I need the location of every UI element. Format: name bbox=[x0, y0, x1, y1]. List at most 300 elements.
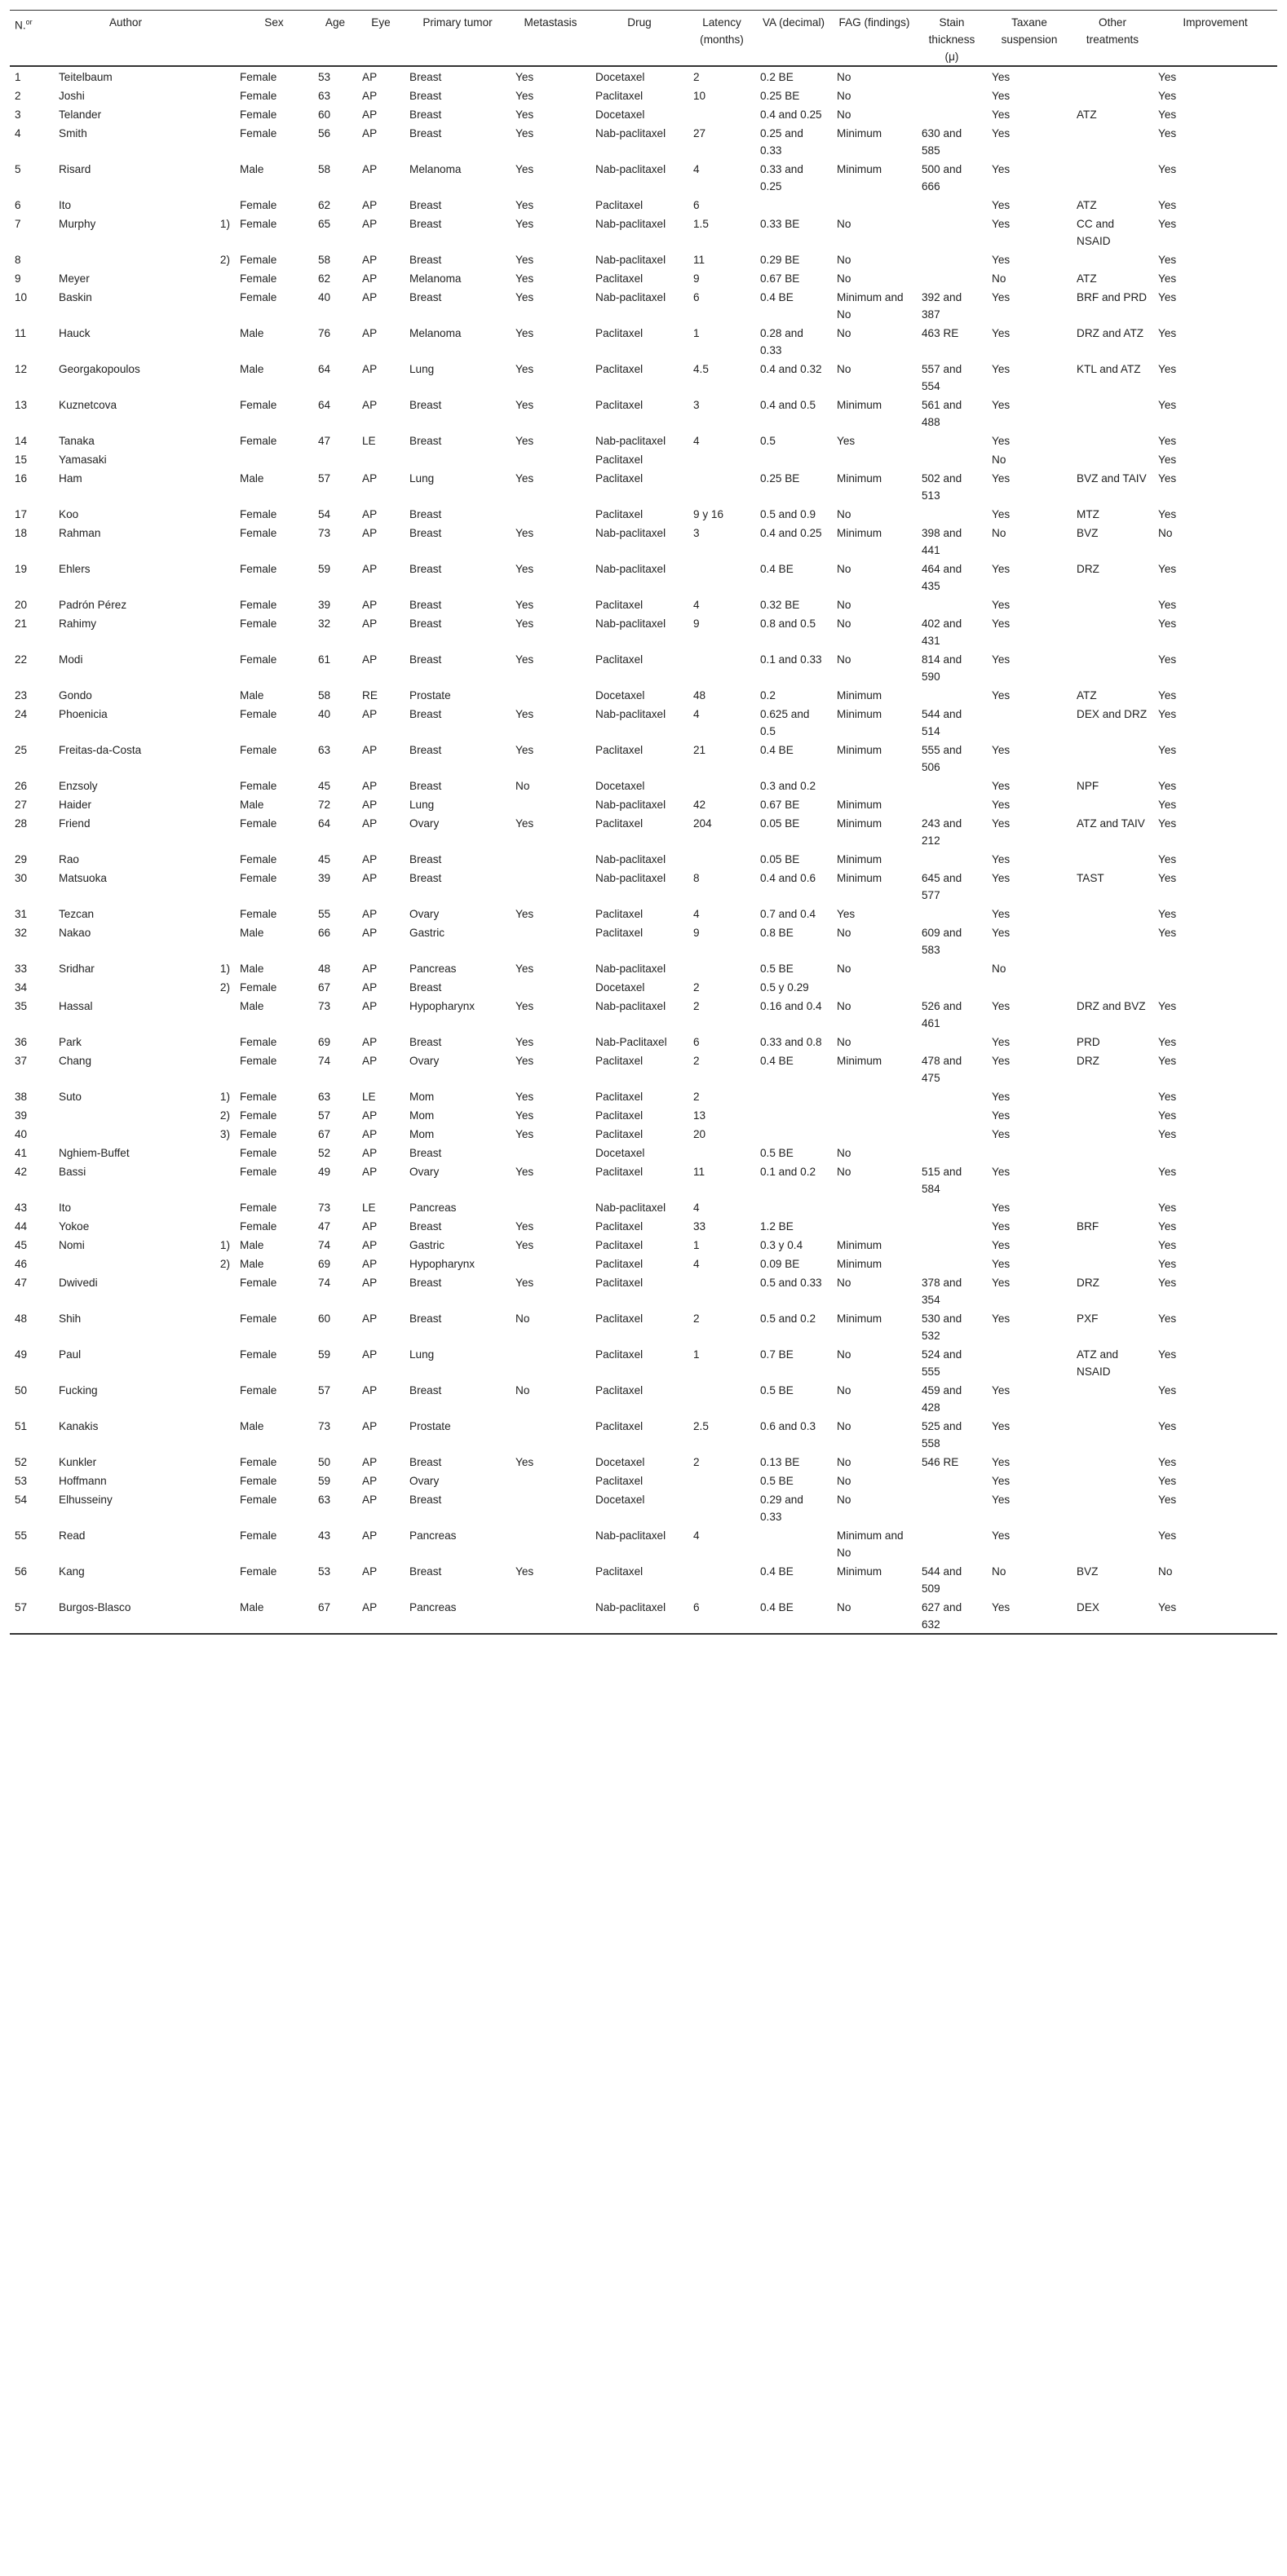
cell-number: 57 bbox=[15, 1601, 28, 1613]
cell-improvement: Yes bbox=[1158, 1202, 1177, 1214]
cell-stain-thickness: 544 and 509 bbox=[922, 1565, 962, 1595]
header-improvement: Improvement bbox=[1183, 16, 1248, 29]
cell-drug: Docetaxel bbox=[595, 780, 645, 792]
cell-improvement: Yes bbox=[1158, 254, 1177, 266]
table-row bbox=[10, 1032, 1277, 1051]
cell-taxane-suspension: Yes bbox=[992, 508, 1011, 520]
cell-metastasis bbox=[511, 977, 590, 996]
header-other-treatments: Other treatments bbox=[1086, 16, 1139, 46]
cell-latency: 11 bbox=[693, 254, 705, 266]
cell-other-treatments bbox=[1072, 1380, 1153, 1416]
cell-stain-thickness bbox=[917, 849, 987, 868]
cell-eye: AP bbox=[362, 853, 378, 865]
cell-sex: Female bbox=[240, 653, 277, 666]
cell-improvement: Yes bbox=[1158, 454, 1177, 466]
cell-drug: Nab-paclitaxel bbox=[595, 163, 666, 175]
cell-improvement: Yes bbox=[1158, 908, 1177, 920]
cell-latency: 48 bbox=[693, 689, 706, 702]
cell-metastasis bbox=[511, 1344, 590, 1380]
cell-fag: No bbox=[837, 563, 851, 575]
cell-fag: No bbox=[837, 1420, 851, 1432]
cell-eye: AP bbox=[362, 1456, 378, 1468]
cell-number: 22 bbox=[15, 653, 28, 666]
cell-other-treatments bbox=[1072, 449, 1153, 468]
cell-age: 56 bbox=[318, 127, 331, 139]
header-primary-tumor: Primary tumor bbox=[422, 16, 493, 29]
cell-primary-tumor: Breast bbox=[409, 1312, 442, 1325]
cell-stain-thickness bbox=[917, 86, 987, 104]
cell-case bbox=[197, 323, 235, 359]
cell-metastasis: Yes bbox=[515, 199, 534, 211]
cell-fag bbox=[832, 977, 917, 996]
cell-age: 53 bbox=[318, 71, 331, 83]
table-row bbox=[10, 395, 1277, 431]
cell-sex: Male bbox=[240, 363, 264, 375]
table-row bbox=[10, 214, 1277, 250]
cell-primary-tumor: Breast bbox=[409, 1456, 442, 1468]
cell-eye: AP bbox=[362, 653, 378, 666]
cell-va bbox=[755, 1087, 832, 1105]
cell-improvement: Yes bbox=[1158, 435, 1177, 447]
cell-primary-tumor: Breast bbox=[409, 90, 442, 102]
cell-improvement: Yes bbox=[1158, 817, 1177, 830]
cell-number: 10 bbox=[15, 291, 28, 303]
table-row bbox=[10, 813, 1277, 849]
cell-improvement: Yes bbox=[1158, 1312, 1177, 1325]
cell-improvement: Yes bbox=[1158, 1128, 1177, 1140]
table-body bbox=[10, 66, 1277, 1634]
cell-stain-thickness: 627 and 632 bbox=[922, 1601, 962, 1631]
cell-author: Kanakis bbox=[59, 1420, 99, 1432]
cell-other-treatments bbox=[1072, 613, 1153, 649]
cell-improvement: Yes bbox=[1158, 1529, 1177, 1542]
cell-sex: Female bbox=[240, 1529, 277, 1542]
cell-sex: Female bbox=[240, 108, 277, 121]
cell-sex: Female bbox=[240, 1312, 277, 1325]
cell-latency: 4 bbox=[693, 1202, 700, 1214]
cell-eye: AP bbox=[362, 981, 378, 994]
cell-fag: No bbox=[837, 363, 851, 375]
cell-author bbox=[54, 1105, 197, 1124]
cell-other-treatments: ATZ and TAIV bbox=[1077, 817, 1145, 830]
cell-va: 0.32 BE bbox=[760, 599, 800, 611]
cell-other-treatments: CC and NSAID bbox=[1077, 218, 1115, 247]
cell-fag: Minimum bbox=[837, 1258, 882, 1270]
cell-stain-thickness bbox=[917, 195, 987, 214]
cell-latency: 4 bbox=[693, 163, 700, 175]
cell-drug: Paclitaxel bbox=[595, 472, 644, 485]
cell-number: 5 bbox=[15, 163, 21, 175]
cell-latency: 3 bbox=[693, 399, 700, 411]
cell-eye: AP bbox=[362, 1239, 378, 1251]
cell-author: Smith bbox=[59, 127, 87, 139]
header-sex: Sex bbox=[264, 16, 284, 29]
cell-va: 0.25 BE bbox=[760, 472, 800, 485]
cell-age: 64 bbox=[318, 363, 331, 375]
cell-eye: AP bbox=[362, 1384, 378, 1396]
cell-stain-thickness bbox=[917, 685, 987, 704]
cell-improvement: Yes bbox=[1158, 744, 1177, 756]
cell-number: 55 bbox=[15, 1529, 28, 1542]
cell-drug: Nab-paclitaxel bbox=[595, 563, 666, 575]
cell-metastasis bbox=[511, 1525, 590, 1561]
cell-taxane-suspension: No bbox=[992, 963, 1006, 975]
cell-drug: Paclitaxel bbox=[595, 1220, 644, 1233]
cell-metastasis bbox=[511, 504, 590, 523]
cell-primary-tumor: Ovary bbox=[409, 1055, 440, 1067]
cell-sex: Female bbox=[240, 527, 277, 539]
header-latency: Latency (months) bbox=[700, 16, 744, 46]
cell-metastasis: Yes bbox=[515, 1239, 534, 1251]
cell-case: 1) bbox=[219, 218, 230, 230]
cell-taxane-suspension: Yes bbox=[992, 780, 1011, 792]
cell-va: 0.67 BE bbox=[760, 799, 800, 811]
cell-va: 0.5 BE bbox=[760, 1147, 794, 1159]
cell-other-treatments bbox=[1072, 250, 1153, 268]
cell-metastasis bbox=[511, 794, 590, 813]
cell-latency: 2 bbox=[693, 1055, 700, 1067]
cell-fag: No bbox=[837, 1277, 851, 1289]
cell-author: Yokoe bbox=[59, 1220, 90, 1233]
cell-stain-thickness bbox=[917, 904, 987, 923]
cell-stain-thickness bbox=[917, 1124, 987, 1143]
cell-fag bbox=[832, 776, 917, 794]
cell-stain-thickness bbox=[917, 1489, 987, 1525]
cell-number: 38 bbox=[15, 1091, 28, 1103]
cell-fag: Minimum and No bbox=[837, 1529, 904, 1559]
cell-eye: AP bbox=[362, 872, 378, 884]
cell-case: 2) bbox=[219, 1258, 230, 1270]
cell-sex: Female bbox=[240, 71, 277, 83]
header-metastasis: Metastasis bbox=[524, 16, 577, 29]
cell-eye: AP bbox=[362, 1529, 378, 1542]
header-n: N.$^{or}$ bbox=[15, 18, 33, 32]
cell-drug: Paclitaxel bbox=[595, 1109, 644, 1122]
cell-sex: Male bbox=[240, 1239, 264, 1251]
cell-taxane-suspension: Yes bbox=[992, 853, 1011, 865]
cell-taxane-suspension: Yes bbox=[992, 1091, 1011, 1103]
cell-primary-tumor: Lung bbox=[409, 1348, 435, 1361]
cell-stain-thickness bbox=[917, 104, 987, 123]
cell-stain-thickness bbox=[917, 1254, 987, 1273]
cell-drug: Paclitaxel bbox=[595, 653, 644, 666]
cell-va: 0.4 and 0.32 bbox=[760, 363, 822, 375]
cell-metastasis bbox=[511, 1597, 590, 1634]
cell-primary-tumor: Breast bbox=[409, 780, 442, 792]
cell-fag: No bbox=[837, 1166, 851, 1178]
cell-number: 45 bbox=[15, 1239, 28, 1251]
cell-improvement: Yes bbox=[1158, 780, 1177, 792]
table-row bbox=[10, 904, 1277, 923]
cell-number: 16 bbox=[15, 472, 28, 485]
cell-drug: Paclitaxel bbox=[595, 1475, 644, 1487]
cell-age: 59 bbox=[318, 1475, 331, 1487]
cell-improvement: Yes bbox=[1158, 708, 1177, 720]
cell-sex: Male bbox=[240, 689, 264, 702]
cell-taxane-suspension: Yes bbox=[992, 1036, 1011, 1048]
cell-primary-tumor: Gastric bbox=[409, 927, 445, 939]
cell-drug: Nab-paclitaxel bbox=[595, 853, 666, 865]
cell-author: Kang bbox=[59, 1565, 85, 1578]
table-row bbox=[10, 1452, 1277, 1471]
cell-drug: Paclitaxel bbox=[595, 599, 644, 611]
cell-improvement: Yes bbox=[1158, 872, 1177, 884]
cell-number: 51 bbox=[15, 1420, 28, 1432]
cell-case bbox=[197, 904, 235, 923]
cell-primary-tumor: Ovary bbox=[409, 908, 440, 920]
cell-va: 0.4 BE bbox=[760, 1565, 794, 1578]
table-row bbox=[10, 1416, 1277, 1452]
cell-improvement: Yes bbox=[1158, 1601, 1177, 1613]
header-eye: Eye bbox=[371, 16, 391, 29]
cell-drug: Nab-paclitaxel bbox=[595, 1202, 666, 1214]
table-row bbox=[10, 268, 1277, 287]
cell-stain-thickness: 463 RE bbox=[922, 327, 959, 339]
cell-primary-tumor: Breast bbox=[409, 435, 442, 447]
cell-number: 28 bbox=[15, 817, 28, 830]
cell-fag: No bbox=[837, 1601, 851, 1613]
cell-case: 1) bbox=[219, 1091, 230, 1103]
cell-latency bbox=[688, 1489, 755, 1525]
cell-improvement: Yes bbox=[1158, 1277, 1177, 1289]
cell-latency bbox=[688, 449, 755, 468]
cell-taxane-suspension: Yes bbox=[992, 472, 1011, 485]
cell-metastasis: Yes bbox=[515, 1055, 534, 1067]
cell-sex: Female bbox=[240, 563, 277, 575]
cell-number: 26 bbox=[15, 780, 28, 792]
cell-metastasis: Yes bbox=[515, 1036, 534, 1048]
cell-author: Enzsoly bbox=[59, 780, 98, 792]
cell-primary-tumor: Hypopharynx bbox=[409, 1258, 475, 1270]
cell-improvement: Yes bbox=[1158, 291, 1177, 303]
cell-drug: Docetaxel bbox=[595, 108, 645, 121]
cell-improvement: Yes bbox=[1158, 163, 1177, 175]
cell-improvement: Yes bbox=[1158, 653, 1177, 666]
cell-taxane-suspension: Yes bbox=[992, 1109, 1011, 1122]
cell-drug: Paclitaxel bbox=[595, 908, 644, 920]
cell-sex: Female bbox=[240, 1277, 277, 1289]
cell-improvement: Yes bbox=[1158, 799, 1177, 811]
cell-eye: AP bbox=[362, 1036, 378, 1048]
cell-improvement: Yes bbox=[1158, 1109, 1177, 1122]
cell-case: 3) bbox=[219, 1128, 230, 1140]
cell-other-treatments: MTZ bbox=[1077, 508, 1099, 520]
cell-sex: Female bbox=[240, 1475, 277, 1487]
cell-latency: 4 bbox=[693, 435, 700, 447]
cell-number: 42 bbox=[15, 1166, 28, 1178]
cell-latency: 9 bbox=[693, 927, 700, 939]
cell-latency: 1 bbox=[693, 1239, 700, 1251]
cell-metastasis: Yes bbox=[515, 1565, 534, 1578]
cell-primary-tumor: Breast bbox=[409, 1494, 442, 1506]
cell-latency: 33 bbox=[693, 1220, 706, 1233]
cell-va: 0.2 BE bbox=[760, 71, 794, 83]
cell-other-treatments bbox=[1072, 86, 1153, 104]
cell-va: 0.13 BE bbox=[760, 1456, 800, 1468]
cell-drug: Nab-paclitaxel bbox=[595, 1529, 666, 1542]
cell-drug: Nab-paclitaxel bbox=[595, 1601, 666, 1613]
cell-case bbox=[197, 66, 235, 86]
cell-drug: Nab-paclitaxel bbox=[595, 527, 666, 539]
cell-other-treatments: NPF bbox=[1077, 780, 1099, 792]
cell-va: 0.7 and 0.4 bbox=[760, 908, 816, 920]
cell-taxane-suspension: Yes bbox=[992, 1000, 1011, 1012]
cell-metastasis: Yes bbox=[515, 435, 534, 447]
cell-improvement: Yes bbox=[1158, 127, 1177, 139]
cell-fag: No bbox=[837, 90, 851, 102]
cell-age: 62 bbox=[318, 272, 331, 285]
cell-primary-tumor: Melanoma bbox=[409, 272, 462, 285]
cell-metastasis: Yes bbox=[515, 1109, 534, 1122]
cell-metastasis: Yes bbox=[515, 817, 534, 830]
cell-improvement: Yes bbox=[1158, 1420, 1177, 1432]
cell-eye: AP bbox=[362, 563, 378, 575]
cell-va bbox=[755, 1124, 832, 1143]
cell-case: 2) bbox=[219, 981, 230, 994]
cell-latency: 4 bbox=[693, 908, 700, 920]
cell-latency bbox=[688, 1471, 755, 1489]
cell-taxane-suspension: Yes bbox=[992, 1312, 1011, 1325]
cell-taxane-suspension: Yes bbox=[992, 327, 1011, 339]
cell-number: 19 bbox=[15, 563, 28, 575]
cell-improvement: Yes bbox=[1158, 90, 1177, 102]
cell-other-treatments: TAST bbox=[1077, 872, 1104, 884]
cell-improvement bbox=[1153, 958, 1277, 977]
cell-metastasis: Yes bbox=[515, 399, 534, 411]
cell-author: Baskin bbox=[59, 291, 92, 303]
cell-stain-thickness bbox=[917, 794, 987, 813]
cell-eye: AP bbox=[362, 908, 378, 920]
header-case bbox=[197, 11, 235, 67]
cell-drug: Paclitaxel bbox=[595, 1128, 644, 1140]
cell-eye: AP bbox=[362, 472, 378, 485]
cell-number: 49 bbox=[15, 1348, 28, 1361]
cell-sex: Female bbox=[240, 1147, 277, 1159]
cell-latency: 6 bbox=[693, 291, 700, 303]
cell-metastasis: Yes bbox=[515, 708, 534, 720]
cell-taxane-suspension: Yes bbox=[992, 435, 1011, 447]
cell-metastasis: Yes bbox=[515, 71, 534, 83]
cell-primary-tumor: Breast bbox=[409, 291, 442, 303]
cell-sex: Female bbox=[240, 508, 277, 520]
cell-va: 0.33 and 0.8 bbox=[760, 1036, 822, 1048]
cell-other-treatments: BRF and PRD bbox=[1077, 291, 1148, 303]
cell-stain-thickness: 555 and 506 bbox=[922, 744, 962, 773]
table-row bbox=[10, 685, 1277, 704]
cell-case bbox=[197, 449, 235, 468]
cell-author: Rahimy bbox=[59, 617, 97, 630]
cell-fag: Minimum and No bbox=[837, 291, 904, 321]
cell-drug: Paclitaxel bbox=[595, 1565, 644, 1578]
cell-eye: AP bbox=[362, 817, 378, 830]
cell-eye: AP bbox=[362, 1166, 378, 1178]
cell-other-treatments: KTL and ATZ bbox=[1077, 363, 1141, 375]
cell-primary-tumor: Breast bbox=[409, 108, 442, 121]
cell-case bbox=[197, 1032, 235, 1051]
cell-primary-tumor: Breast bbox=[409, 218, 442, 230]
cell-case bbox=[197, 996, 235, 1032]
cell-case bbox=[197, 649, 235, 685]
cell-taxane-suspension: Yes bbox=[992, 363, 1011, 375]
cell-taxane-suspension: Yes bbox=[992, 163, 1011, 175]
table-row bbox=[10, 849, 1277, 868]
cell-sex: Female bbox=[240, 1202, 277, 1214]
cell-case bbox=[197, 1489, 235, 1525]
cell-eye: AP bbox=[362, 1258, 378, 1270]
cell-sex bbox=[235, 449, 313, 468]
cell-va: 0.4 BE bbox=[760, 291, 794, 303]
cell-age: 49 bbox=[318, 1166, 331, 1178]
cell-fag: Minimum bbox=[837, 872, 882, 884]
cell-drug: Nab-paclitaxel bbox=[595, 127, 666, 139]
cell-va: 0.05 BE bbox=[760, 853, 800, 865]
cell-other-treatments: DRZ bbox=[1077, 1277, 1099, 1289]
cell-author: Rao bbox=[59, 853, 79, 865]
cell-sex: Female bbox=[240, 1091, 277, 1103]
table-row bbox=[10, 1525, 1277, 1561]
cell-va: 0.2 bbox=[760, 689, 776, 702]
table-row bbox=[10, 1273, 1277, 1308]
cell-fag: Minimum bbox=[837, 853, 882, 865]
cell-age: 65 bbox=[318, 218, 331, 230]
table-row bbox=[10, 1344, 1277, 1380]
cell-age bbox=[313, 449, 357, 468]
table-row bbox=[10, 776, 1277, 794]
cell-stain-thickness bbox=[917, 66, 987, 86]
cell-number: 7 bbox=[15, 218, 21, 230]
cell-age: 45 bbox=[318, 853, 331, 865]
cell-case bbox=[197, 1308, 235, 1344]
cell-age: 64 bbox=[318, 817, 331, 830]
cell-metastasis: No bbox=[515, 780, 530, 792]
cell-stain-thickness: 502 and 513 bbox=[922, 472, 962, 502]
cell-metastasis: Yes bbox=[515, 1277, 534, 1289]
cell-metastasis: Yes bbox=[515, 254, 534, 266]
cell-case bbox=[197, 1380, 235, 1416]
cell-age: 63 bbox=[318, 1091, 331, 1103]
cell-author bbox=[54, 977, 197, 996]
cell-taxane-suspension: Yes bbox=[992, 1475, 1011, 1487]
cell-author: Nghiem-Buffet bbox=[59, 1147, 130, 1159]
cell-taxane-suspension: Yes bbox=[992, 744, 1011, 756]
table-row bbox=[10, 287, 1277, 323]
cell-taxane-suspension: Yes bbox=[992, 799, 1011, 811]
cell-drug: Paclitaxel bbox=[595, 927, 644, 939]
cell-case bbox=[197, 359, 235, 395]
cell-author: Matsuoka bbox=[59, 872, 107, 884]
cell-taxane-suspension: Yes bbox=[992, 1384, 1011, 1396]
cell-stain-thickness bbox=[917, 958, 987, 977]
table-row bbox=[10, 977, 1277, 996]
cell-eye: AP bbox=[362, 1277, 378, 1289]
cell-improvement: Yes bbox=[1158, 1220, 1177, 1233]
cell-fag: No bbox=[837, 108, 851, 121]
cell-drug: Nab-Paclitaxel bbox=[595, 1036, 667, 1048]
cell-fag bbox=[832, 449, 917, 468]
cell-primary-tumor: Melanoma bbox=[409, 327, 462, 339]
cell-other-treatments bbox=[1072, 1235, 1153, 1254]
cell-stain-thickness: 243 and 212 bbox=[922, 817, 962, 847]
cell-number: 46 bbox=[15, 1258, 28, 1270]
cell-fag: No bbox=[837, 1000, 851, 1012]
cell-improvement: Yes bbox=[1158, 272, 1177, 285]
cell-fag: Minimum bbox=[837, 1055, 882, 1067]
cell-primary-tumor: Breast bbox=[409, 1147, 442, 1159]
cell-fag: No bbox=[837, 1456, 851, 1468]
cell-eye: AP bbox=[362, 1494, 378, 1506]
cell-primary-tumor: Pancreas bbox=[409, 963, 457, 975]
cell-improvement: Yes bbox=[1158, 689, 1177, 702]
